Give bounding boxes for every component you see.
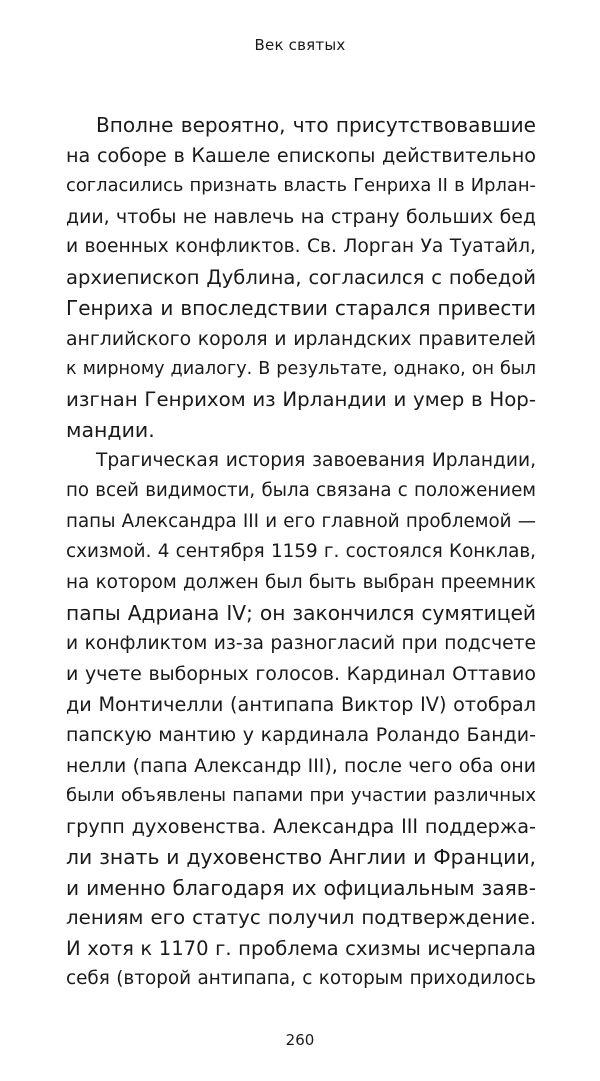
text-line: согласились признать власть Генриха II в Ирлан- bbox=[66, 175, 536, 196]
text-line: ли знать и духовенство Англии и Франции, bbox=[66, 845, 536, 869]
text-line: нелли (папа Александр III), после чего оба они bbox=[66, 754, 536, 777]
text-line: и военных конфликтов. Св. Лорган Уа Туатайл, bbox=[66, 236, 536, 257]
text-line: к мирному диалогу. В результате, однако, он был bbox=[66, 359, 536, 379]
text-line: себя (второй антипапа, с которым приходилось bbox=[66, 968, 536, 989]
text-line: мандии. bbox=[66, 418, 155, 442]
text-line: Генриха и впоследствии старался привести bbox=[66, 296, 536, 320]
text-line: на соборе в Кашеле епископы действительно bbox=[66, 143, 536, 167]
text-line: папы Александра III и его главной проблемой — bbox=[66, 510, 536, 532]
text-line: папскую мантию у кардинала Роландо Банди- bbox=[66, 724, 536, 746]
text-line: ди Монтичелли (антипапа Виктор IV) отобрал bbox=[66, 692, 536, 716]
text-line: изгнан Генрихом из Ирландии и умер в Нор- bbox=[66, 387, 536, 411]
text-line: и именно благодаря их официальным заяв- bbox=[66, 875, 536, 900]
text-line: папы Адриана IV; он закончился сумятицей bbox=[66, 601, 536, 625]
text-line: английского короля и ирландских правителей bbox=[66, 327, 536, 350]
text-line: Трагическая история завоевания Ирландии, bbox=[96, 449, 536, 471]
running-head: Век святых bbox=[254, 36, 346, 54]
text-line: Вполне вероятно, что присутствовавшие bbox=[96, 113, 536, 137]
text-line: архиепископ Дублина, согласился с победой bbox=[66, 265, 536, 289]
text-line: групп духовенства. Александра III поддержа- bbox=[66, 814, 536, 838]
text-line: по всей видимости, была связана с положением bbox=[66, 480, 536, 501]
text-line: схизмой. 4 сентября 1159 г. состоялся Конклав, bbox=[66, 541, 536, 562]
text-line: были объявлены папами при участии различных bbox=[66, 785, 536, 806]
text-line: дии, чтобы не навлечь на страну больших бед bbox=[66, 205, 536, 228]
text-line: и конфликтом из-за разногласий при подсчете bbox=[66, 632, 536, 654]
text-line: И хотя к 1170 г. проблема схизмы исчерпала bbox=[66, 936, 536, 960]
page-number: 260 bbox=[285, 1031, 315, 1049]
text-line: лениям его статус получил подтверждение. bbox=[66, 906, 536, 929]
body-text bbox=[66, 110, 536, 995]
text-line: на котором должен был быть выбран преемник bbox=[66, 571, 536, 593]
text-line: и учете выборных голосов. Кардинал Оттавио bbox=[66, 663, 536, 685]
